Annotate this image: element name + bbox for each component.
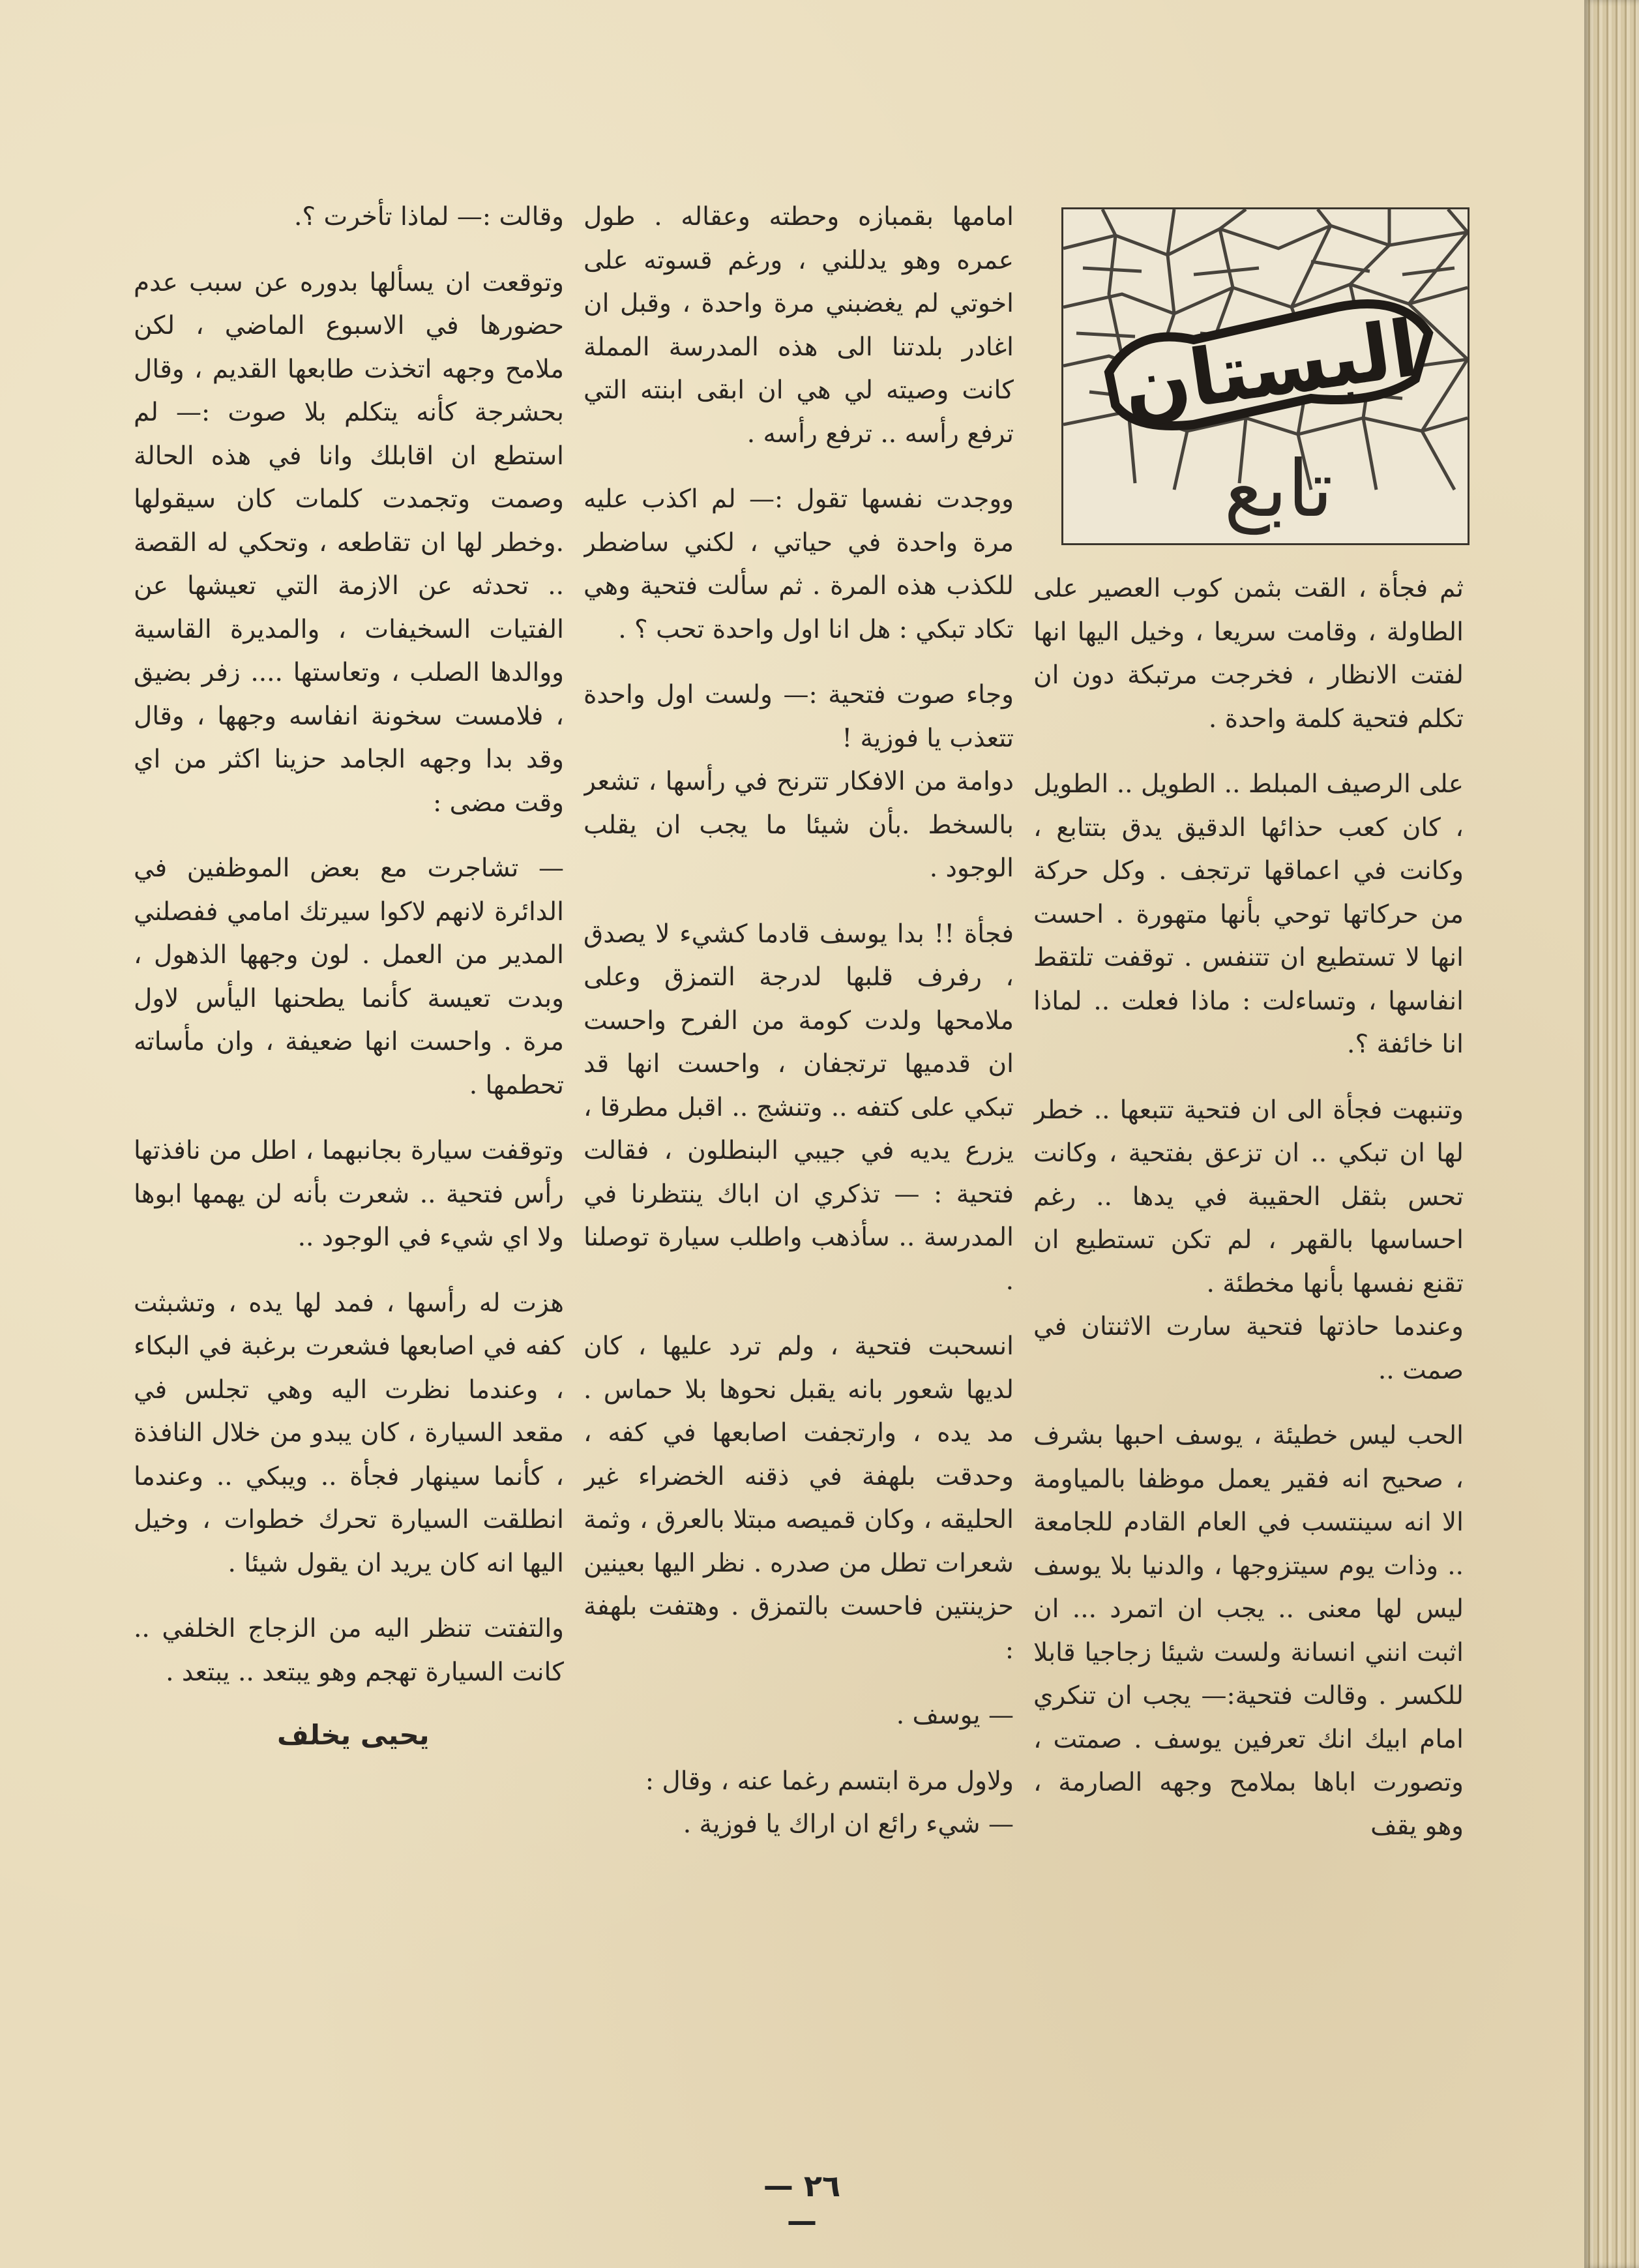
paragraph: وجاء صوت فتحية :— ولست اول واحدة تتعذب يا فوزية ! [583, 680, 1014, 753]
section-logo-subtitle: تابع [1224, 444, 1333, 535]
section-logo-title: البستان [1117, 303, 1424, 435]
paragraph: فجأة !! بدا يوسف قادما كشيء لا يصدق ، رفرف قلبها لدرجة التمزق وعلى ملامحها ولدت كومة من الفرح واحست ان قدميها ترتجفان ، واحست انها قد تبكي على كتفه .. وتنشج .. اقبل مطرقا ، يزرع يديه في جيبي البنطلون ، فقالت فتحية : — تذكري ان اباك ينتظرنا في المدرسة .. سأذهب واطلب سيارة توصلنا . [583, 919, 1014, 1296]
paragraph: وقالت :— لماذا تأخرت ؟. [294, 202, 564, 231]
page-stack-edges [1584, 0, 1639, 2268]
paragraph: وعندما حاذتها فتحية سارت الاثنتان في صمت .. [1033, 1312, 1464, 1385]
paragraph: والتفتت تنظر اليه من الزجاج الخلفي .. كانت السيارة تهجم وهو يبتعد .. يبتعد . [134, 1614, 564, 1687]
paragraph: انسحبت فتحية ، ولم ترد عليها ، كان لديها شعور بانه يقبل نحوها بلا حماس . مد يده ، وارتجفت اصابعها في كفه ، وحدقت بلهفة في ذقنه الخضراء غير الحليقه ، وكان قميصه مبتلا بالعرق ، وثمة شعرات تطل من صدره . نظر اليها بعينين حزينتين فاحست بالتمزق . وهتفت بلهفة : [583, 1332, 1014, 1665]
author-signature: يحيى يخلف [277, 1719, 430, 1751]
paragraph: ثم فجأة ، القت بثمن كوب العصير على الطاولة ، وقامت سريعا ، وخيل اليها انها لفتت الانظار ، فخرجت مرتبكة دون ان تكلم فتحية كلمة واحدة . [1033, 574, 1464, 734]
paragraph: ولاول مرة ابتسم رغما عنه ، وقال : [645, 1766, 1014, 1796]
paragraph: وتنبهت فجأة الى ان فتحية تتبعها .. خطر لها ان تبكي .. ان تزعق بفتحية ، وكانت تحس بثقل الحقيبة في يدها .. رغم احساسها بالقهر ، لم تكن تستطيع ان تقنع نفسها بأنها مخطئة . [1033, 1095, 1464, 1298]
paragraph: — شيء رائع ان اراك يا فوزية . [683, 1810, 1014, 1839]
paragraph: الحب ليس خطيئة ، يوسف احبها بشرف ، صحيح انه فقير يعمل موظفا بالمياومة الا انه سينتسب في العام القادم للجامعة .. وذات يوم سيتزوجها ، والدنيا بلا يوسف ليس لها معنى .. يجب ان اتمرد ... ان اثبت انني انسانة ولست شيئا زجاجيا قابلا للكسر . وقالت فتحية:— يجب ان تنكري امام ابيك انك تعرفين يوسف . صمتت ، وتصورت اباها بملامح وجهه الصارمة ، وهو يقف [1033, 1421, 1464, 1841]
paragraph: — تشاجرت مع بعض الموظفين في الدائرة لانهم لاكوا سيرتك امامي ففصلني المدير من العمل . لون وجهها الذهول ، وبدت تعيسة كأنما يطحنها اليأس لاول مرة . واحست انها ضعيفة ، وان مأساته تحطمها . [134, 854, 564, 1100]
column-right [1033, 567, 1464, 2061]
paragraph: امامها بقمبازه وحطته وعقاله . طول عمره وهو يدللني ، ورغم قسوته على اخوتي لم يغضبني مرة واحدة ، وقبل ان اغادر بلدتنا الى هذه المدرسة المملة كانت وصيته لي هي ان ابقى ابنته التي ترفع رأسه .. ترفع رأسه . [583, 202, 1014, 449]
paragraph: — يوسف . [896, 1701, 1014, 1730]
paragraph: هزت له رأسها ، فمد لها يده ، وتشبثت كفه في اصابعها فشعرت برغبة في البكاء ، وعندما نظرت اليه وهي تجلس في مقعد السيارة ، كان يبدو من خلال النافذة ، كأنما سينهار فجأة .. ويبكي .. وعندما انطلقت السيارة تحرك خطوات ، وخيل اليها انه كان يريد ان يقول شيئا . [134, 1288, 564, 1578]
paragraph: على الرصيف المبلط .. الطويل .. الطويل ، كان كعب حذائها الدقيق يدق بتتابع ، وكانت في اعماقها ترتجف . وكل حركة من حركاتها توحي بأنها متهورة . احست انها لا تستطيع ان تتنفس . توقفت تلتقط انفاسها ، وتساءلت : ماذا فعلت .. لماذا انا خائفة ؟. [1033, 769, 1464, 1059]
page-number: — ٢٦ — [763, 2168, 841, 2239]
paragraph: دوامة من الافكار تترنح في رأسها ، تشعر بالسخط .بأن شيئا ما يجب ان يقلب الوجود . [583, 767, 1014, 883]
section-logo-graphic [1063, 209, 1468, 543]
section-logo [1061, 207, 1469, 545]
paragraph: وتوقفت سيارة بجانبهما ، اطل من نافذتها رأس فتحية .. شعرت بأنه لن يهمها ابوها ولا اي شيء في الوجود .. [134, 1136, 564, 1252]
column-middle [583, 196, 1014, 2048]
column-left [134, 196, 564, 2048]
paragraph: ووجدت نفسها تقول :— لم اكذب عليه مرة واحدة في حياتي ، لكني ساضطر للكذب هذه المرة . ثم سألت فتحية وهي تكاد تبكي : هل انا اول واحدة تحب ؟ . [583, 485, 1014, 644]
paragraph: وتوقعت ان يسألها بدوره عن سبب عدم حضورها في الاسبوع الماضي ، لكن ملامح وجهه اتخذت طابعها القديم ، وقال بحشرجة كأنه يتكلم بلا صوت :— لم استطع ان اقابلك وانا في هذه الحالة وصمت وتجمدت كلمات كان سيقولها .وخطر لها ان تقاطعه ، وتحكي له القصة .. تحدثه عن الازمة التي تعيشها عن الفتيات السخيفات ، والمديرة القاسية ووالدها الصلب ، وتعاستها .... زفر بضيق ، فلامست سخونة انفاسه وجهها ، وقال وقد بدا وجهه الجامد حزينا اكثر من اي وقت مضى : [134, 267, 564, 818]
